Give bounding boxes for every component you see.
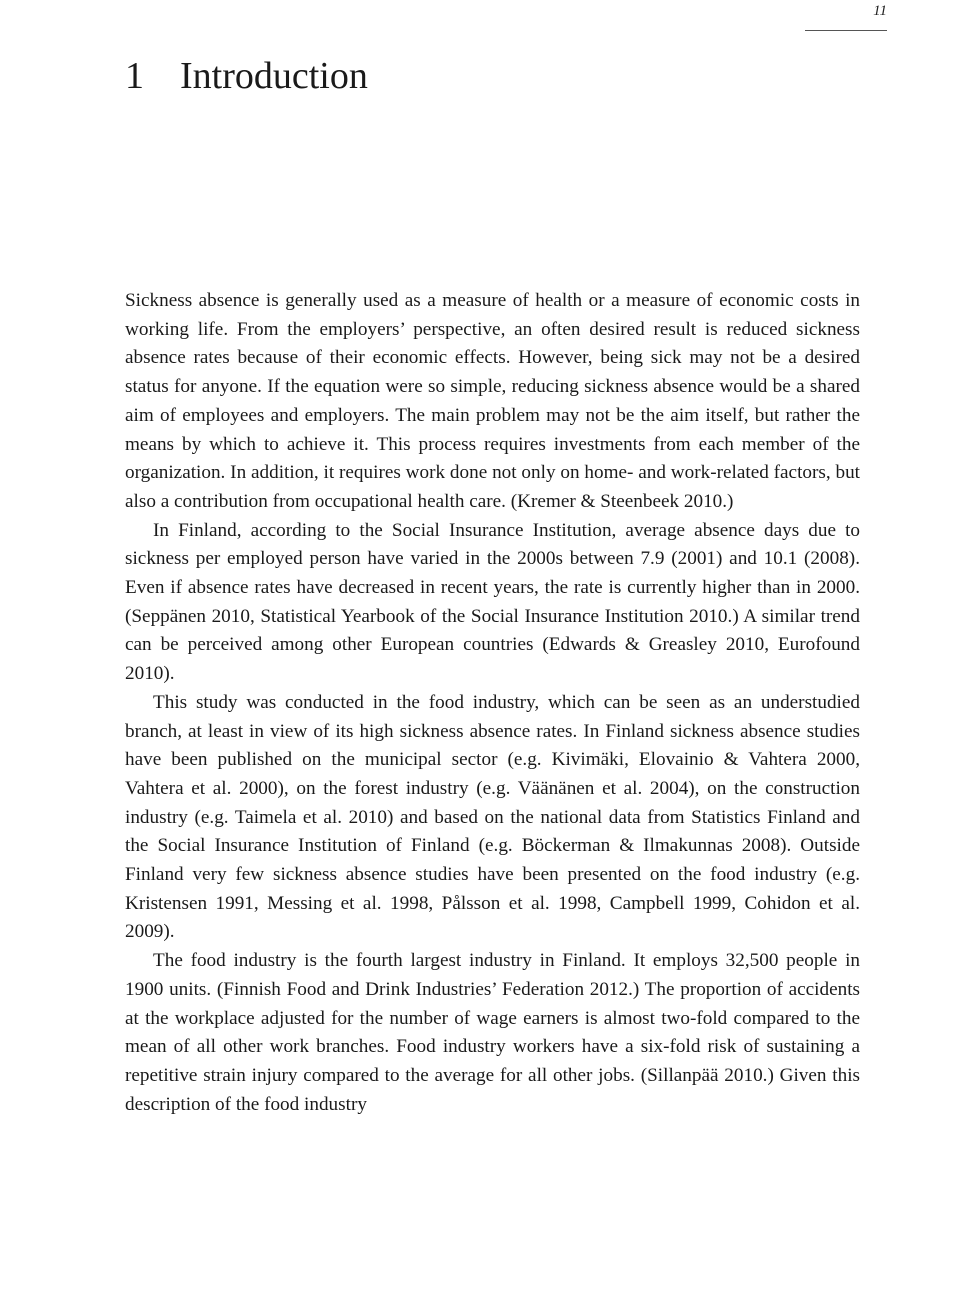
header-rule <box>805 30 887 31</box>
paragraph-1: Sickness absence is generally used as a measure of health or a measure of economic costs in working life. From the employers’ perspective, an often desired result is reduced sickness absence rates because of their economic effects. However, being sick may not be a desired status for anyone. If the equation were so simple, reducing sickness absence would be a shared aim of employees and employers. The main problem may not be the aim itself, but rather the means by which to achieve it. This process requires investments from each member of the organization. In addition, it requires work done not only on home- and work-related factors, but also a contribution from occupational health care. (Kremer & Steenbeek 2010.) <box>125 290 860 512</box>
page-number: 11 <box>873 3 887 19</box>
paragraph-3: This study was conducted in the food industry, which can be seen as an understudied branch, at least in view of its high sickness absence rates. In Finland sickness absence studies have been published on the municipal sector (e.g. Kivimäki, Elovainio & Vahtera 2000, Vahtera et al. 2000), on the forest industry (e.g. Väänänen et al. 2004), on the construction industry (e.g. Taimela et al. 2010) and based on the national data from Statistics Finland and the Social Insurance Institution of Finland (e.g. Böckerman & Ilmakunnas 2008). Outside Finland very few sickness absence studies have been presented on the food industry (e.g. Kristensen 1991, Messing et al. 1998, Pålsson et al. 1998, Campbell 1999, Cohidon et al. 2009). <box>125 691 860 943</box>
paragraph-4: The food industry is the fourth largest industry in Finland. It employs 32,500 people in 1900 units. (Finnish Food and Drink Industries’ Federation 2012.) The proportion of accidents at the workplace adjusted for the number of wage earners is almost two-fold compared to the mean of all other work branches. Food industry workers have a six-fold risk of sustaining a repetitive strain injury compared to the average for all other jobs. (Sillanpää 2010.) Given this description of the food industry <box>125 950 860 1115</box>
chapter-title <box>125 52 368 100</box>
chapter-number: 1 <box>125 55 144 97</box>
paragraph-2: In Finland, according to the Social Insurance Institution, average absence days due to sickness per employed person have varied in the 2000s between 7.9 (2001) and 10.1 (2008). Even if absence rates have decreased in recent years, the rate is currently higher than in 2000. (Seppänen 2010, Statistical Yearbook of the Social Insurance Institution 2010.) A similar trend can be perceived among other European countries (Edwards & Greasley 2010, Eurofound 2010). <box>125 519 860 685</box>
body-text <box>125 287 860 1119</box>
chapter-title-text: Introduction <box>180 55 368 97</box>
